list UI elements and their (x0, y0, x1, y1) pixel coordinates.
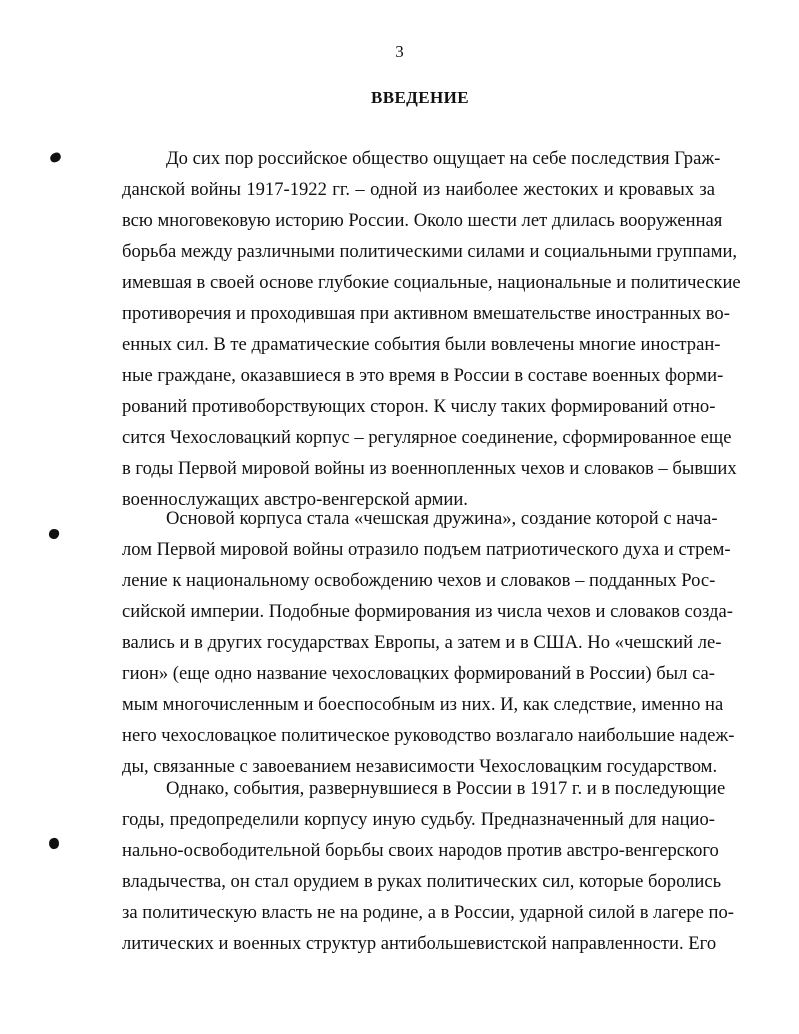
text-line: ные граждане, оказавшиеся в это время в России в составе военных форми- (122, 365, 724, 386)
text-line: сится Чехословацкий корпус – регулярное соединение, сформированное еще (122, 427, 732, 448)
text-line: литических и военных структур антибольшевистской направленности. Его (122, 933, 717, 954)
text-line: вались и в других государствах Европы, а затем и в США. Но «чешский ле- (122, 632, 722, 653)
text-line: нально-освободительной борьбы своих народов против австро-венгерского (122, 840, 719, 861)
paragraph-3 (122, 773, 734, 959)
paragraph-1 (122, 143, 741, 515)
section-heading: ВВЕДЕНИЕ (370, 88, 470, 107)
text-line: лом Первой мировой войны отразило подъем патриотического духа и стрем- (122, 539, 731, 560)
scan-mark-icon (49, 151, 63, 164)
scan-mark-icon (48, 528, 60, 540)
text-line: за политическую власть не на родине, а в России, ударной силой в лагере по- (122, 902, 734, 923)
text-line: борьба между различными политическими силами и социальными группами, (122, 241, 738, 262)
text-line: сийской империи. Подобные формирования из числа чехов и словаков созда- (122, 601, 733, 622)
page-number: 3 (395, 42, 404, 61)
text-line: данской войны 1917-1922 гг. – одной из наиболее жестоких и кровавых за (122, 179, 715, 200)
text-line: годы, предопределили корпусу иную судьбу. Предназначенный для нацио- (122, 809, 715, 830)
text-line: имевшая в своей основе глубокие социальные, национальные и политические (122, 272, 741, 293)
text-line: Однако, события, развернувшиеся в России в 1917 г. и в последующие (166, 778, 726, 799)
text-line: рований противоборствующих сторон. К числу таких формирований отно- (122, 396, 716, 417)
scan-mark-icon (48, 837, 60, 850)
paragraph-2 (122, 503, 735, 782)
text-line: противоречия и проходившая при активном вмешательстве иностранных во- (122, 303, 730, 324)
text-line: владычества, он стал орудием в руках политических сил, которые боролись (122, 871, 722, 892)
text-line: ление к национальному освобождению чехов и словаков – подданных Рос- (122, 570, 716, 591)
text-line: гион» (еще одно название чехословацких формирований в России) был са- (122, 663, 715, 684)
text-line: Основой корпуса стала «чешская дружина», создание которой с нача- (166, 508, 718, 529)
text-line: енных сил. В те драматические события были вовлечены многие иностран- (122, 334, 721, 355)
text-line: всю многовековую историю России. Около шести лет длилась вооруженная (122, 210, 723, 231)
text-line: мым многочисленным и боеспособным из них. И, как следствие, именно на (122, 694, 724, 715)
text-line: До сих пор российское общество ощущает на себе последствия Граж- (166, 148, 721, 169)
text-line: в годы Первой мировой войны из военнопленных чехов и словаков – бывших (122, 458, 737, 479)
text-line: него чехословацкое политическое руководство возлагало наибольшие надеж- (122, 725, 735, 746)
text-line: военнослужащих австро-венгерской армии. (122, 489, 468, 510)
text-line: ды, связанные с завоеванием независимости Чехословацким государством. (122, 756, 718, 777)
